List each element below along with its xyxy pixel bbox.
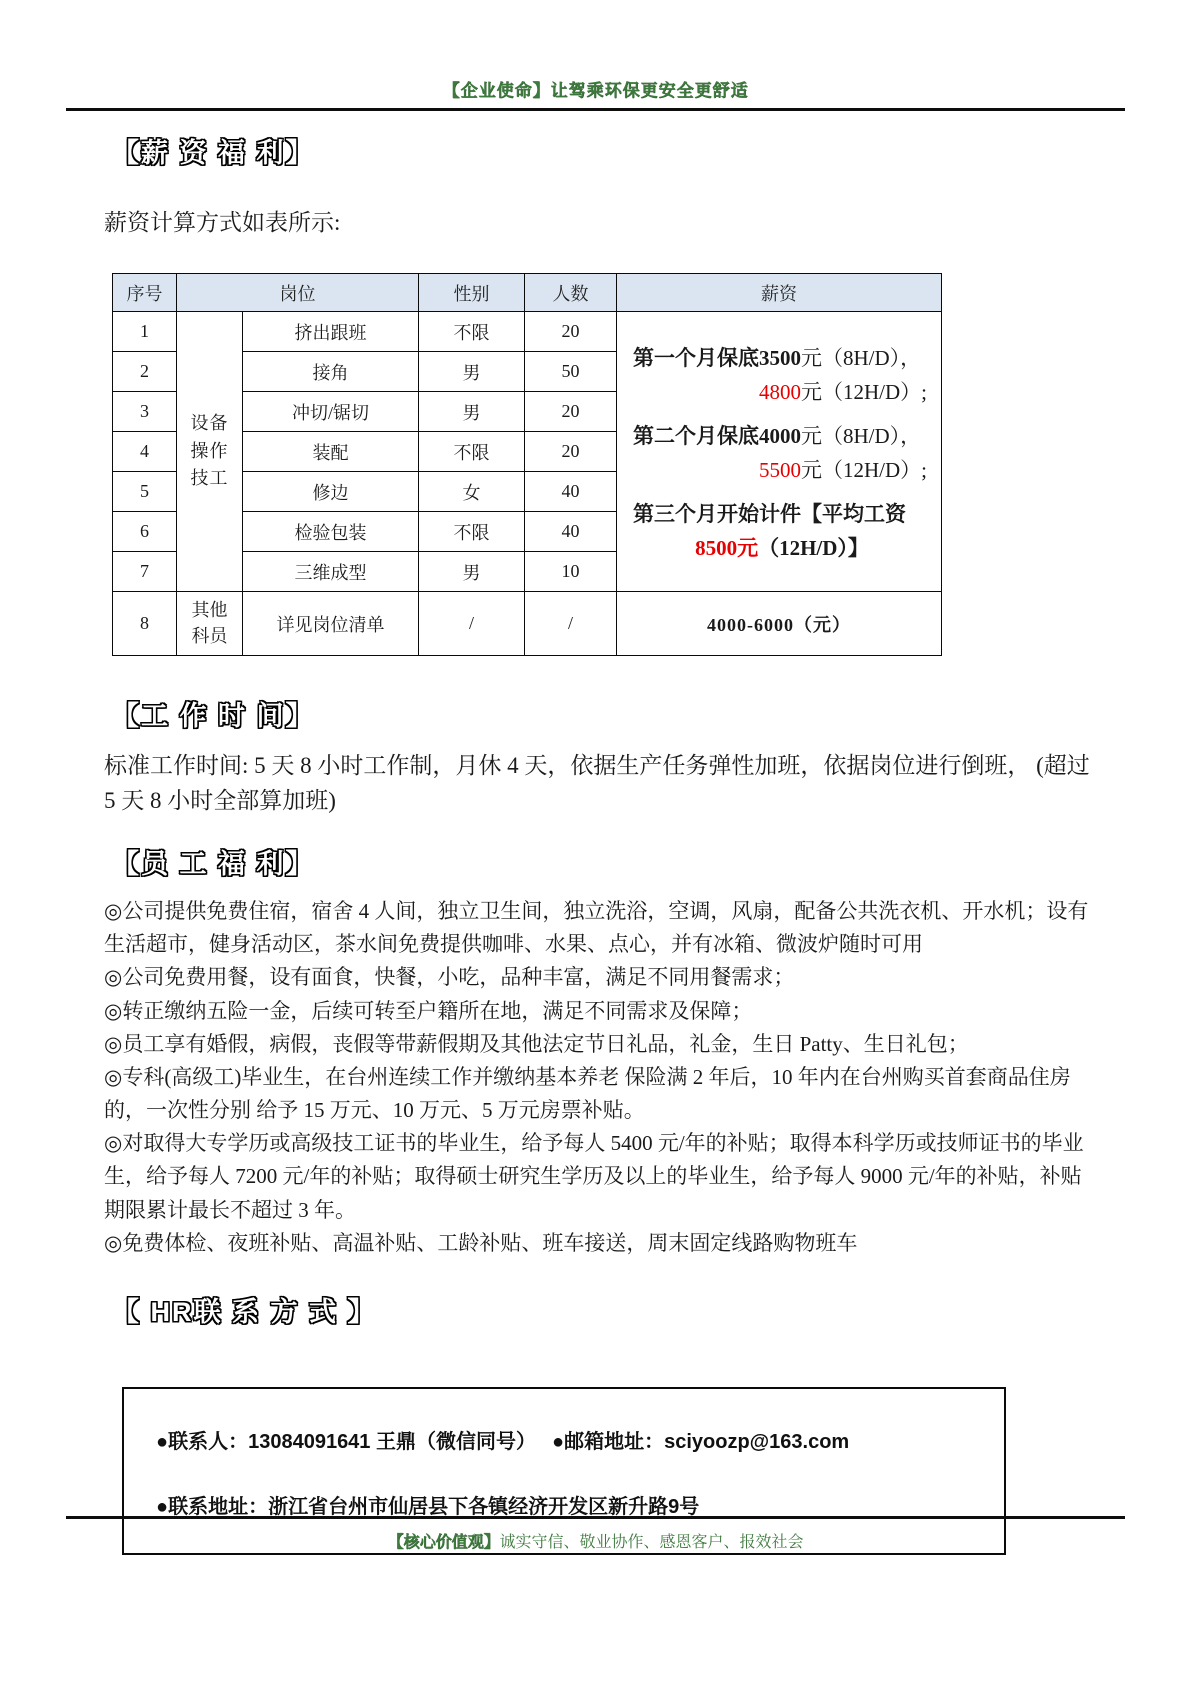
position-cell: 冲切/锯切 — [243, 392, 419, 432]
count-cell: 20 — [525, 312, 617, 352]
position-cell: 挤出跟班 — [243, 312, 419, 352]
position-cell: 修边 — [243, 472, 419, 512]
col-header-salary: 薪资 — [617, 274, 942, 312]
position-cell: 详见岗位清单 — [243, 592, 419, 656]
contact-line-1 — [156, 1425, 984, 1454]
row-number-cell: 6 — [113, 512, 177, 552]
top-divider — [66, 108, 1125, 111]
salary-intro: 薪资计算方式如表所示: — [104, 210, 341, 235]
gender-cell: / — [419, 592, 525, 656]
benefit-item: ◎免费体检、夜班补贴、高温补贴、工龄补贴、班车接送，周末固定线路购物班车 — [104, 1230, 858, 1255]
table-row-other — [113, 592, 942, 656]
count-cell: 20 — [525, 392, 617, 432]
table-header-row — [113, 274, 942, 312]
row-number-cell: 8 — [113, 592, 177, 656]
position-cell: 三维成型 — [243, 552, 419, 592]
section-title-worktime: 【工 作 时 间】 — [112, 701, 315, 731]
other-salary-cell: 4000-6000（元） — [617, 592, 942, 656]
job-group-cell: 设备操作技工 — [177, 312, 243, 592]
count-cell: / — [525, 592, 617, 656]
benefits-list — [104, 895, 1093, 1260]
row-number-cell: 3 — [113, 392, 177, 432]
benefit-item: ◎公司提供免费住宿，宿舍 4 人间，独立卫生间，独立洗浴，空调，风扇，配备公共洗衣机、开水机；设有生活超市，健身活动区，茶水间免费提供咖啡、水果、点心，并有冰箱、微波炉随时可用 — [104, 899, 1089, 957]
gender-cell: 不限 — [419, 432, 525, 472]
contact-person: ●联系人：13084091641 王鼎（微信同号） — [156, 1430, 536, 1453]
gender-cell: 男 — [419, 352, 525, 392]
count-cell: 40 — [525, 472, 617, 512]
gender-cell: 男 — [419, 392, 525, 432]
count-cell: 50 — [525, 352, 617, 392]
salary-month3 — [633, 498, 931, 562]
footer-values-text: 诚实守信、敬业协作、感恩客户、报效社会 — [499, 1534, 804, 1551]
row-number-cell: 5 — [113, 472, 177, 512]
worktime-text: 标准工作时间: 5 天 8 小时工作制，月休 4 天，依据生产任务弹性加班，依据岗位进行倒班， (超过 5 天 8 小时全部算加班) — [104, 753, 1090, 813]
row-number-cell: 7 — [113, 552, 177, 592]
benefit-item: ◎对取得大专学历或高级技工证书的毕业生，给予每人 5400 元/年的补贴；取得本科学历或技师证书的毕业生，给予每人 7200 元/年的补贴；取得硕士研究生学历及以上的毕业生，给予每人 9000 元/年的补贴，补贴期限累计最长不超过 3 年。 — [104, 1131, 1084, 1222]
salary-month2 — [633, 420, 931, 484]
gender-cell: 不限 — [419, 312, 525, 352]
section-title-benefits: 【员 工 福 利】 — [112, 849, 315, 879]
gender-cell: 女 — [419, 472, 525, 512]
col-header-position: 岗位 — [177, 274, 419, 312]
section-title-hr: 【 HR联 系 方 式 】 — [112, 1296, 377, 1327]
footer-divider — [66, 1516, 1125, 1552]
salary-month3-intro: 第三个月开始计件【平均工资 — [633, 501, 906, 526]
row-number-cell: 1 — [113, 312, 177, 352]
salary-month3-amount: 8500元（12H/D）】 — [695, 535, 869, 560]
benefit-item: ◎员工享有婚假，病假，丧假等带薪假期及其他法定节日礼品，礼金，生日 Patty、生日礼包； — [104, 1031, 969, 1056]
benefit-item: ◎专科(高级工)毕业生，在台州连续工作并缴纳基本养老 保险满 2 年后，10 年内在台州购买首套商品住房的，一次性分别 给予 15 万元、10 万元、5 万元房票补贴。 — [104, 1064, 1071, 1123]
footer-values-label: 【核心价值观】 — [387, 1534, 500, 1551]
gender-cell: 不限 — [419, 512, 525, 552]
table-row — [113, 312, 942, 352]
benefit-item: ◎转正缴纳五险一金，后续可转至户籍所在地，满足不同需求及保障； — [104, 998, 753, 1023]
salary-month2-base: 第二个月保底4000元（8H/D）， — [633, 423, 922, 448]
position-cell: 接角 — [243, 352, 419, 392]
salary-table — [112, 273, 942, 656]
contact-email: ●邮箱地址：sciyoozp@163.com — [552, 1430, 850, 1453]
footer-values — [66, 1529, 1125, 1552]
col-header-gender: 性别 — [419, 274, 525, 312]
salary-month1-overtime: 4800元（12H/D）; — [759, 379, 927, 404]
position-cell: 检验包装 — [243, 512, 419, 552]
position-cell: 装配 — [243, 432, 419, 472]
col-header-no: 序号 — [113, 274, 177, 312]
salary-month1 — [633, 342, 931, 406]
section-title-salary: 【薪 资 福 利】 — [112, 138, 315, 168]
header-motto: 【企业使命】让驾乘环保更安全更舒适 — [442, 81, 749, 100]
contact-address: ●联系地址：浙江省台州市仙居县下各镇经济开发区新升路9号 — [156, 1495, 700, 1518]
count-cell: 10 — [525, 552, 617, 592]
col-header-count: 人数 — [525, 274, 617, 312]
count-cell: 40 — [525, 512, 617, 552]
salary-month2-overtime: 5500元（12H/D）; — [759, 457, 927, 482]
count-cell: 20 — [525, 432, 617, 472]
row-number-cell: 2 — [113, 352, 177, 392]
row-number-cell: 4 — [113, 432, 177, 472]
gender-cell: 男 — [419, 552, 525, 592]
other-category-cell: 其他科员 — [177, 592, 243, 656]
salary-month1-base: 第一个月保底3500元（8H/D）， — [633, 345, 922, 370]
salary-details-cell — [617, 312, 942, 592]
page-content — [0, 131, 1191, 1555]
benefit-item: ◎公司免费用餐，设有面食，快餐，小吃，品种丰富，满足不同用餐需求； — [104, 965, 795, 990]
